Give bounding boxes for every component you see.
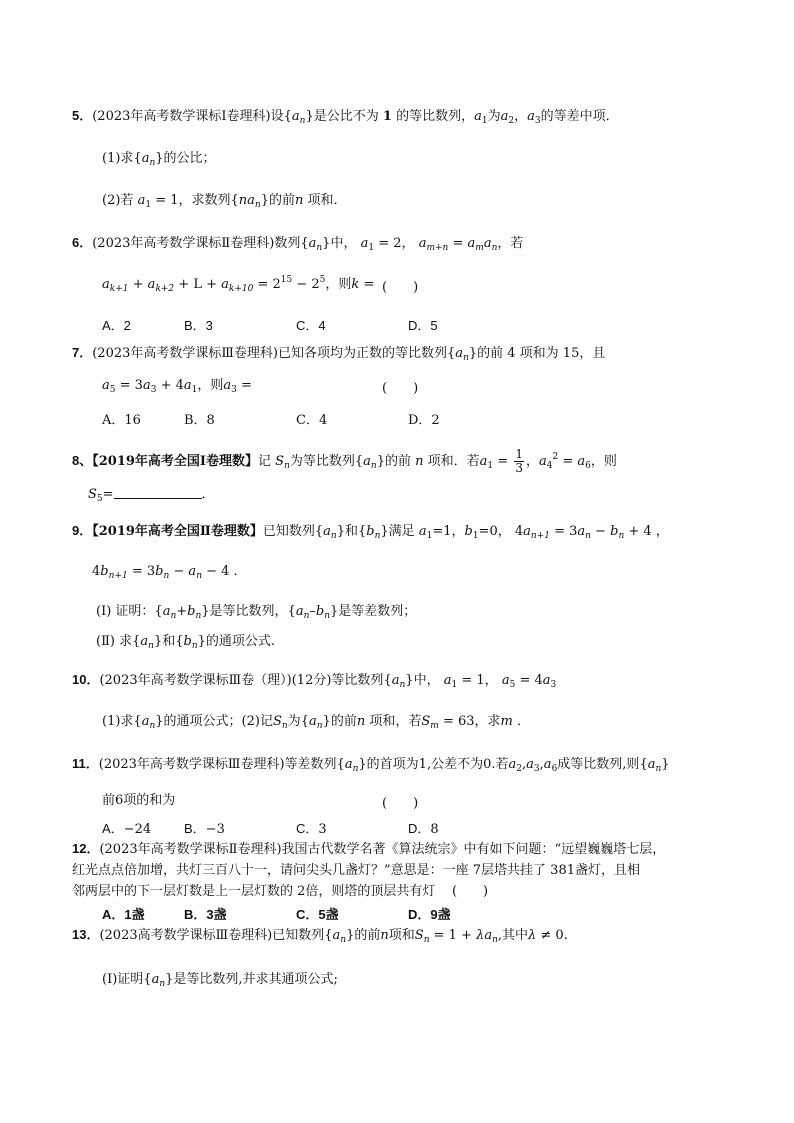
- q7-answer-paren: ( ): [382, 381, 419, 396]
- q9-equation: $4b_{n+1} = 3b_n - a_n - 4$ ．: [92, 564, 247, 581]
- q11-stem: 11．(2023年高考数学课标Ⅲ卷理科)等差数列$\{a_n\}$的首项为1,公差不为0.若$a_2,a_3,a_6$成等比数列,则$\{a_n\}$: [72, 756, 670, 774]
- q9-part1: (Ⅰ) 证明：$\{a_n+b_n\}$是等比数列，$\{a_n-b_n\}$是等差数列；: [96, 604, 417, 621]
- q11-choice-b: B．−3: [184, 821, 225, 837]
- q9-part2: (Ⅱ) 求$\{a_n\}$和$\{b_n\}$的通项公式.: [96, 634, 276, 651]
- q7-choice-b: B．8: [184, 413, 215, 428]
- q12-line2: 红光点点倍加增，共灯三百八十一，请问尖头几盏灯？”意思是：一座 7层塔共挂了 381盏灯，且相: [72, 863, 640, 878]
- q6-stem: 6．(2023年高考数学课标Ⅱ卷理科)数列$\{a_n\}$中， $a_1 = 2$， $a_{m+n} = a_ma_n$，若: [72, 235, 524, 253]
- q9-stem: 9．【2019年高考全国Ⅱ卷理数】已知数列$\{a_n\}$和$\{b_n\}$满足 $a_1=1$，$b_1=0$， $4a_{n+1} = 3a_n - b_n + 4$ ，: [72, 523, 669, 541]
- q11-stem-cont: 前6项的和为: [102, 793, 176, 808]
- q7-choice-d: D．2: [408, 413, 440, 428]
- q10-parts: (1)求$\{a_n\}$的通项公式；(2)记$S_n$为$\{a_n\}$的前n 项和，若$S_m = 63$，求m ．: [102, 714, 531, 731]
- q12-line1: 12．(2023年高考数学课标Ⅱ卷理科)我国古代数学名著《算法统宗》中有如下问题：“远望巍巍塔七层，: [72, 841, 666, 857]
- q13-stem: 13．(2023高考数学课标Ⅲ卷理科)已知数列$\{a_n\}$的前n项和$S_n = 1 + \lambda a_n$,其中λ ≠ 0.: [72, 927, 568, 945]
- q6-choice-b: B．3: [184, 318, 213, 333]
- q7-equation: $a_5 = 3a_3 + 4a_1$，则$a_3$ =: [102, 378, 252, 395]
- q10-stem: 10．(2023年高考数学课标Ⅲ卷（理）)(12分)等比数列$\{a_n\}$中， $a_1 = 1$， $a_5 = 4a_3$: [72, 672, 557, 690]
- q7-stem: 7．(2023年高考数学课标Ⅲ卷理科)已知各项均为正数的等比数列$\{a_n\}$的前 4 项和为 15，且: [72, 345, 606, 363]
- q5-part1: (1)求$\{a_n\}$的公比；: [102, 151, 216, 168]
- q12-line3: 邻两层中的下一层灯数是上一层灯数的 2倍，则塔的顶层共有灯 ( ): [72, 884, 489, 899]
- q11-choice-c: C．3: [296, 821, 327, 837]
- q11-choice-d: D．8: [408, 821, 439, 837]
- q5-part2: (2)若 $a_1 = 1$，求数列$\{na_n\}$的前n 项和．: [102, 193, 347, 210]
- q11-choice-a: A．−24: [102, 821, 152, 837]
- q8-stem: 8、【2019年高考全国Ⅰ卷理数】记 $S_n$为等比数列$\{a_n\}$的前 n 项和．若$a_1$ = $\frac{1}{3}$ ，$a_4^2 = a_6$，则: [72, 447, 617, 475]
- q5-stem: 5．(2023年高考数学课标Ⅰ卷理科)设$\{a_n\}$是公比不为 1 的等比数列，$a_1$为$a_2$，$a_3$的等差中项．: [72, 108, 619, 126]
- q12-choice-d: D．9盏: [408, 907, 451, 922]
- q12-choice-c: C．5盏: [296, 907, 339, 922]
- q13-part1: (Ⅰ)证明$\{a_n\}$是等比数列,并求其通项公式;: [102, 972, 338, 989]
- answer-blank[interactable]: [114, 486, 202, 499]
- q6-choice-c: C．4: [296, 318, 326, 333]
- q7-choice-c: C．4: [296, 413, 328, 428]
- q6-choice-a: A．2: [102, 318, 131, 333]
- q12-choice-a: A．1盏: [102, 907, 145, 922]
- q6-equation: $a_{k+1} + a_{k+2} + L + a_{k+10} = 2^{15} - 2^5$，则k =: [102, 275, 375, 294]
- q12-choice-b: B．3盏: [184, 907, 227, 922]
- q7-choice-a: A．16: [102, 413, 141, 428]
- q6-answer-paren: ( ): [382, 280, 419, 295]
- q6-choice-d: D．5: [408, 318, 438, 333]
- q8-blank-line: $S_5=$ ．: [88, 487, 215, 504]
- q11-answer-paren: ( ): [382, 796, 419, 811]
